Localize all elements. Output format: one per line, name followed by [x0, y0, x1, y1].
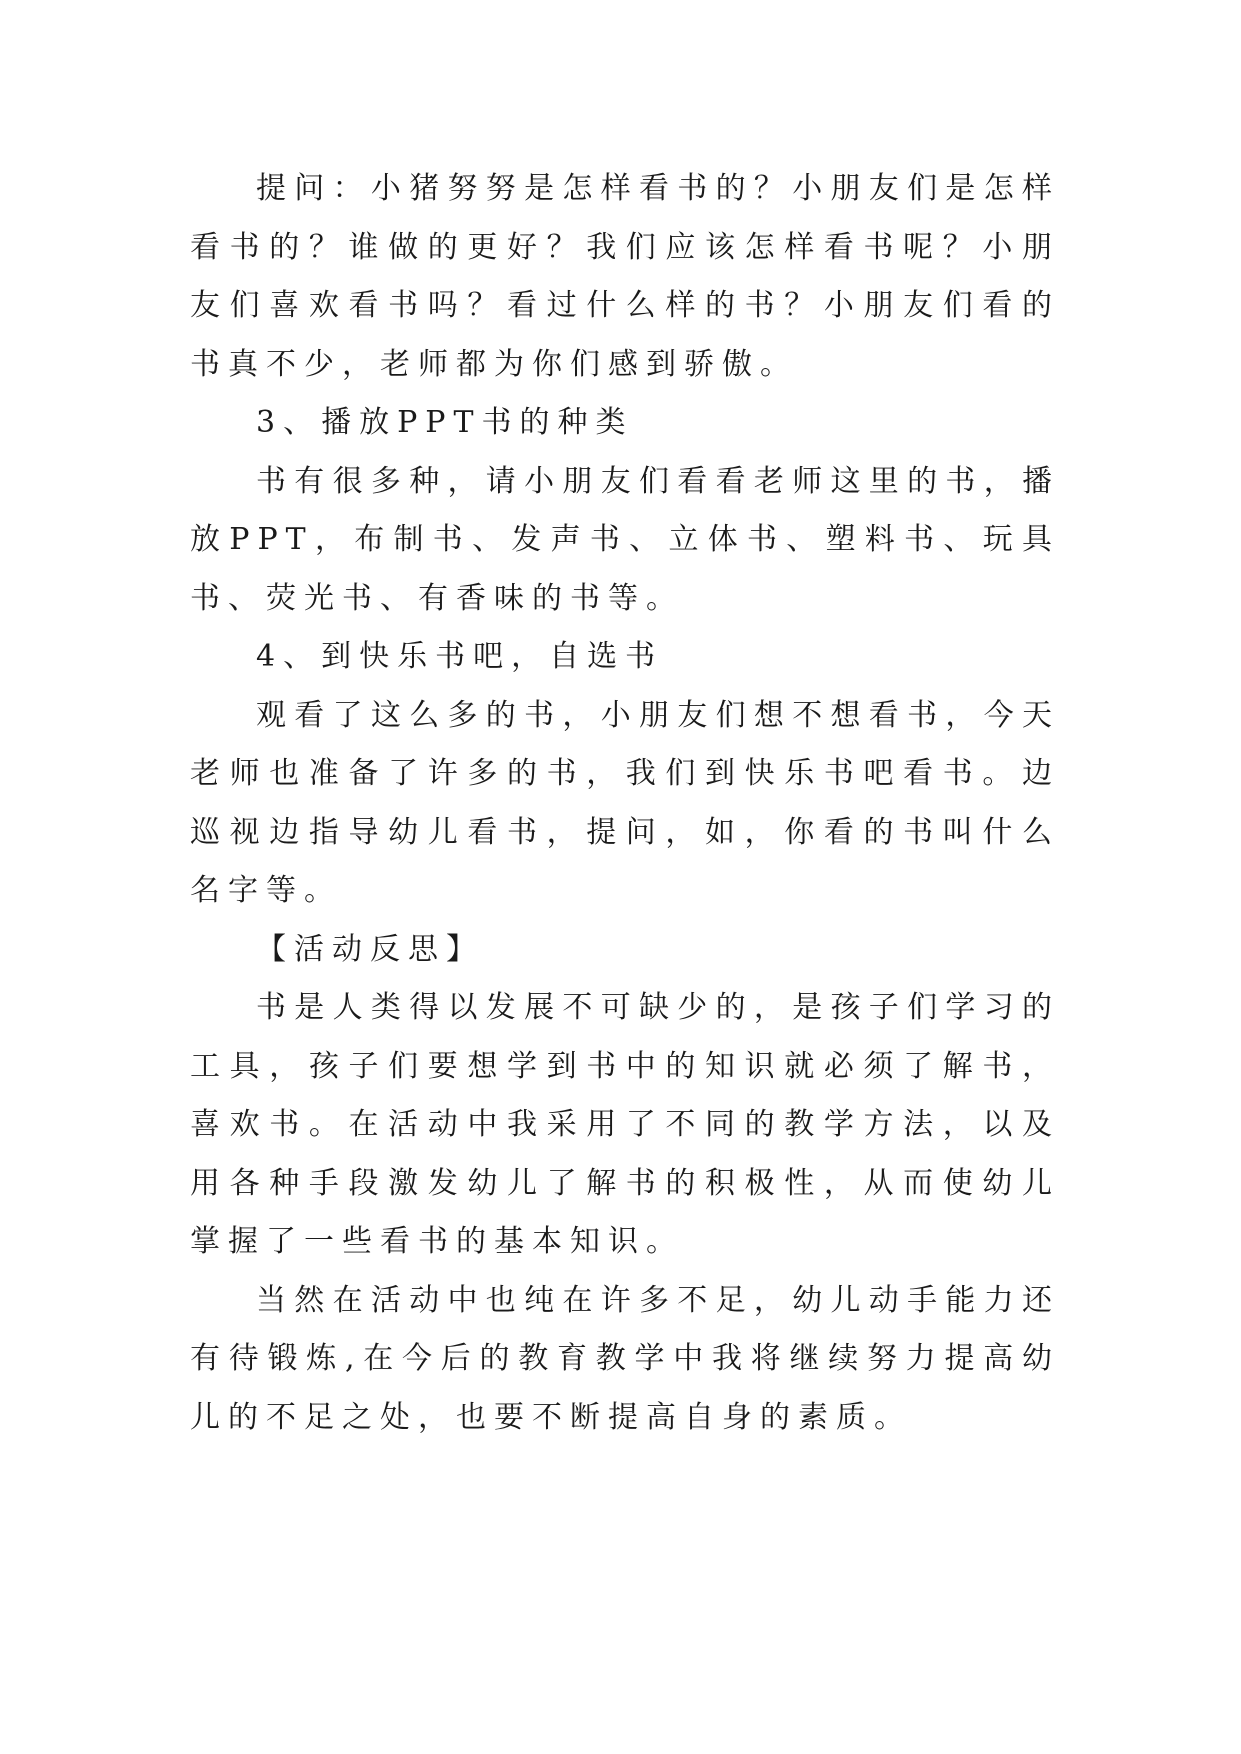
paragraph-shortcomings: 当然在活动中也纯在许多不足，幼儿动手能力还有待锻炼,在今后的教育教学中我将继续努力提高幼儿的不足之处，也要不断提高自身的素质。 [190, 1282, 1060, 1435]
paragraph-reflection: 书是人类得以发展不可缺少的，是孩子们学习的工具，孩子们要想学到书中的知识就必须了解书，喜欢书。在活动中我采用了不同的教学方法，以及用各种手段激发幼儿了解书的积极性，从而使幼儿掌握了一些看书的基本知识。 [190, 990, 1060, 1259]
step-3-heading: 3、播放PPT书的种类 [256, 405, 634, 440]
document-body [190, 160, 1060, 1447]
step-4-heading: 4、到快乐书吧，自选书 [256, 639, 664, 674]
paragraph-book-types: 书有很多种，请小朋友们看看老师这里的书，播放PPT，布制书、发声书、立体书、塑料书、玩具书、荧光书、有香味的书等。 [190, 463, 1060, 616]
reflection-heading: 【活动反思】 [256, 931, 484, 967]
paragraph-book-bar: 观看了这么多的书，小朋友们想不想看书，今天老师也准备了许多的书，我们到快乐书吧看书。边巡视边指导幼儿看书，提问，如，你看的书叫什么名字等。 [190, 697, 1060, 908]
paragraph-question: 提问：小猪努努是怎样看书的？小朋友们是怎样看书的？谁做的更好？我们应该怎样看书呢？小朋友们喜欢看书吗？看过什么样的书？小朋友们看的书真不少，老师都为你们感到骄傲。 [190, 171, 1060, 382]
